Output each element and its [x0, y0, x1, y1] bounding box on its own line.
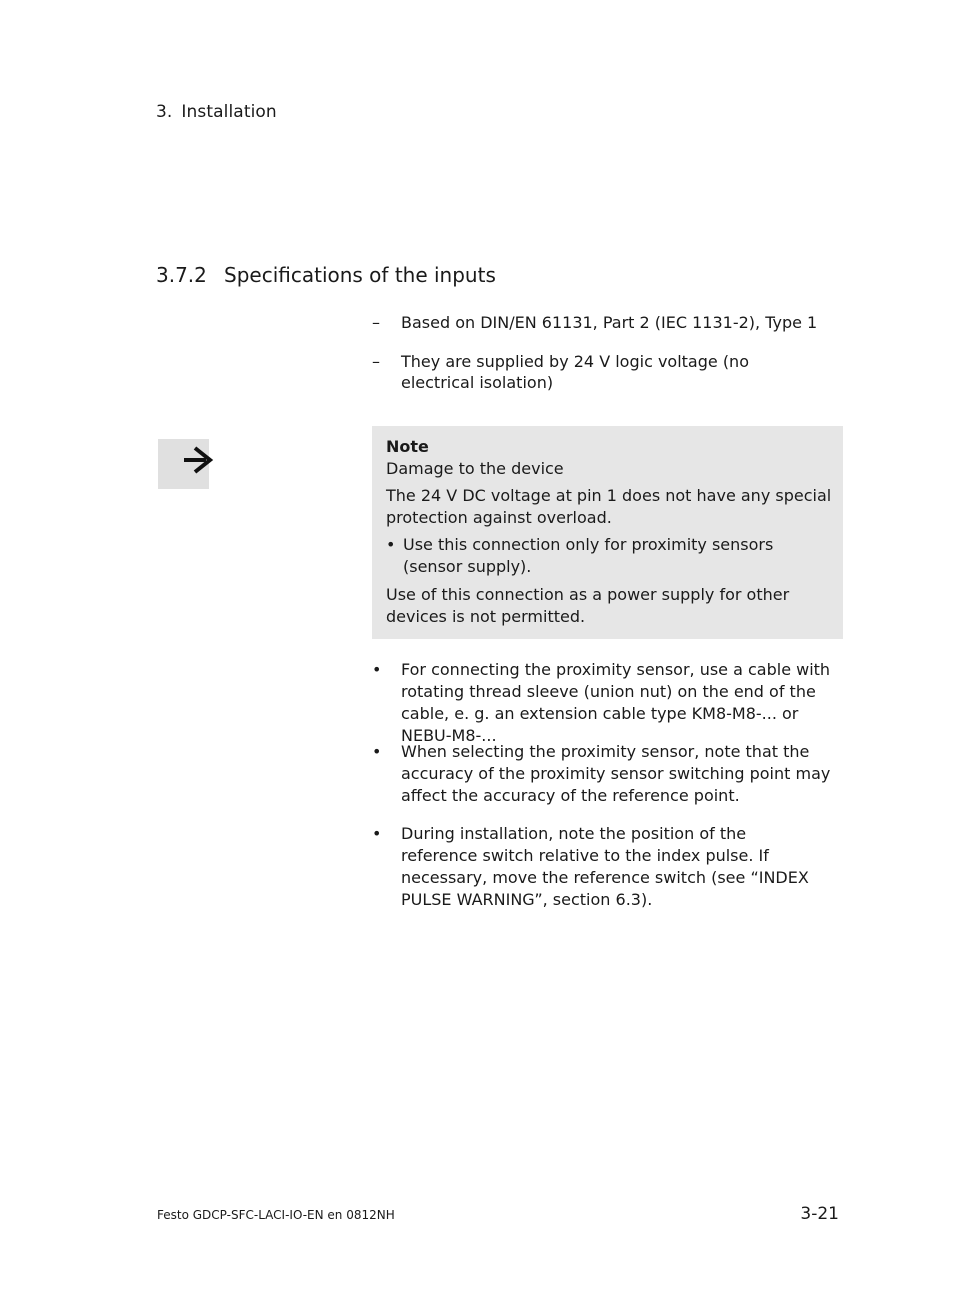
note-bullet-marker: • [386, 535, 396, 554]
bullet-marker: • [372, 824, 382, 843]
note-box [372, 426, 843, 639]
list-item [372, 823, 812, 911]
dash-marker: – [372, 352, 380, 371]
dash-item-text: They are supplied by 24 V logic voltage (no electrical isolation) [401, 352, 749, 392]
section-title: Specifications of the inputs [224, 263, 496, 287]
note-subtitle: Damage to the device [386, 459, 564, 478]
note-bullet [386, 534, 833, 578]
note-bullet-text: Use this connection only for proximity sensors (sensor supply). [403, 535, 774, 576]
list-item [372, 659, 844, 747]
section-number: 3.7.2 [156, 263, 207, 287]
dash-list-item [372, 312, 832, 333]
running-head-title: Installation [181, 102, 277, 122]
page-number: 3-21 [800, 1204, 839, 1224]
arrow-right-icon [180, 445, 220, 485]
dash-marker: – [372, 313, 380, 332]
note-closing: Use of this connection as a power supply for other devices is not permitted. [386, 585, 790, 626]
running-head [156, 102, 277, 122]
note-text: The 24 V DC voltage at pin 1 does not have any special protection against overload. [386, 486, 832, 527]
note-icon-box [158, 439, 209, 489]
list-item-text: For connecting the proximity sensor, use a cable with rotating thread sleeve (union nut) on the end of the cable, e. g. an extension cable type KM8-M8-... or NEBU-M8-... [401, 660, 831, 745]
bullet-marker: • [372, 742, 382, 761]
footer-document-id: Festo GDCP-SFC-LACI-IO-EN en 0812NH [157, 1208, 395, 1222]
dash-list-item [372, 351, 812, 393]
list-item [372, 741, 832, 807]
list-item-text: When selecting the proximity sensor, note that the accuracy of the proximity sensor switching point may affect the accuracy of the reference point. [401, 742, 831, 805]
bullet-marker: • [372, 660, 382, 679]
running-head-number: 3. [156, 102, 173, 122]
list-item-text: During installation, note the position of the reference switch relative to the index pulse. If necessary, move the reference switch (see “INDEX PULSE WARNING”, section 6.3). [401, 824, 809, 909]
note-title: Note [386, 437, 429, 456]
section-heading [156, 263, 496, 287]
dash-item-text: Based on DIN/EN 61131, Part 2 (IEC 1131-2), Type 1 [401, 313, 818, 332]
